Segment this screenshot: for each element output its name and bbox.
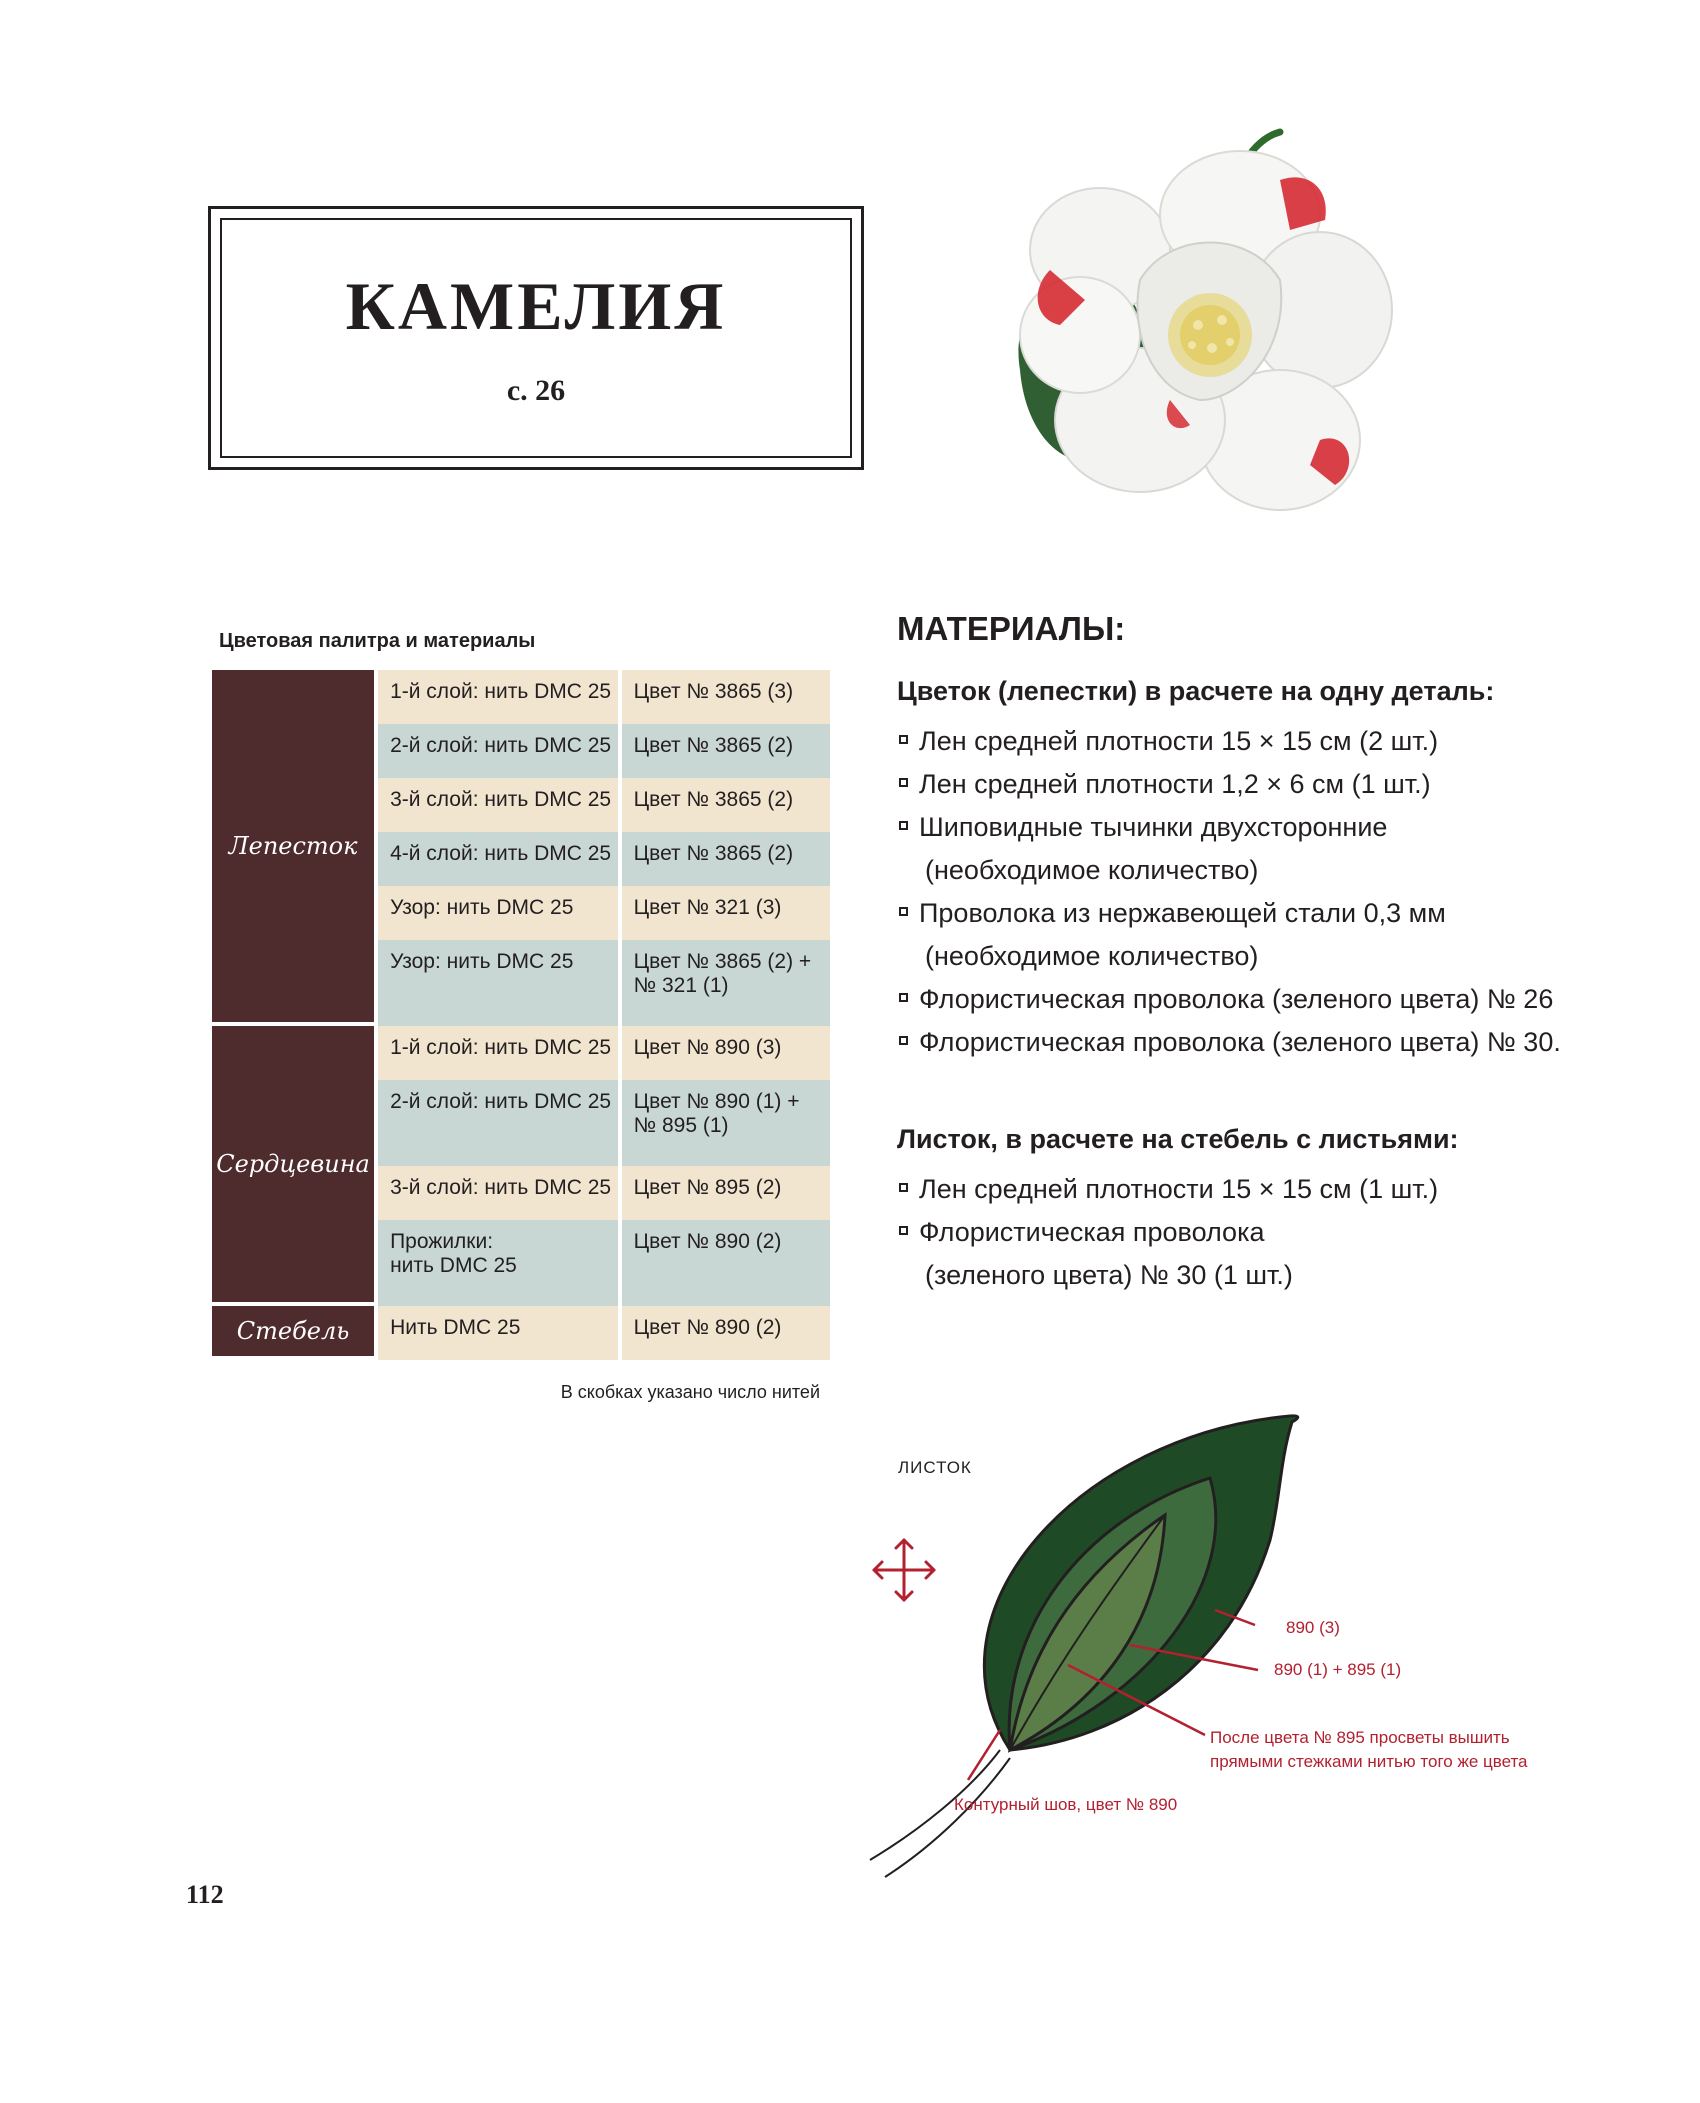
list-item: Лен средней плотности 15 × 15 см (2 шт.) xyxy=(897,720,1597,763)
color-line: Цвет № 3865 (2) + xyxy=(633,950,812,973)
color-cell xyxy=(622,1080,830,1166)
list-item: Шиповидные тычинки двухсторонние (необходимое количество) xyxy=(897,806,1597,892)
checkbox-square-icon xyxy=(899,993,908,1002)
title-box xyxy=(208,206,864,470)
material-cell: 3-й слой: нить DMC 25 xyxy=(378,778,622,832)
checkbox-square-icon xyxy=(899,1226,908,1235)
color-line: № 895 (1) xyxy=(633,1114,729,1137)
annotation-middle-layer: 890 (1) + 895 (1) xyxy=(1274,1660,1402,1679)
move-arrows-icon xyxy=(869,1535,939,1605)
page-title: КАМЕЛИЯ xyxy=(345,268,727,344)
color-cell: Цвет № 890 (2) xyxy=(622,1220,830,1306)
flower-materials-list xyxy=(897,720,1597,1064)
annotation-outline-stitch: Контурный шов, цвет № 890 xyxy=(954,1795,1178,1814)
material-line: нить DMC 25 xyxy=(390,1254,517,1277)
material-cell: 1-й слой: нить DMC 25 xyxy=(378,1026,622,1080)
checkbox-square-icon xyxy=(899,778,908,787)
materials-title: МАТЕРИАЛЫ: xyxy=(897,610,1126,647)
leaf-diagram xyxy=(860,1400,1680,1900)
color-cell: Цвет № 3865 (2) xyxy=(622,832,830,886)
category-stem: Стебель xyxy=(212,1306,378,1360)
material-cell: 2-й слой: нить DMC 25 xyxy=(378,724,622,778)
leaf-diagram-label: ЛИСТОК xyxy=(898,1458,972,1477)
leaf-materials-heading: Листок, в расчете на стебель с листьями: xyxy=(897,1124,1459,1154)
color-cell xyxy=(622,940,830,1026)
table-row xyxy=(212,1026,830,1080)
checkbox-square-icon xyxy=(899,821,908,830)
color-cell: Цвет № 3865 (2) xyxy=(622,724,830,778)
color-cell: Цвет № 321 (3) xyxy=(622,886,830,940)
checkbox-square-icon xyxy=(899,1036,908,1045)
color-cell: Цвет № 3865 (2) xyxy=(622,778,830,832)
list-item: Лен средней плотности 15 × 15 см (1 шт.) xyxy=(897,1168,1597,1211)
annotation-outer-layer: 890 (3) xyxy=(1286,1618,1340,1637)
page-reference: с. 26 xyxy=(506,374,566,407)
checkbox-square-icon xyxy=(899,1183,908,1192)
list-item: Флористическая проволока (зеленого цвета) № 26 xyxy=(897,978,1597,1021)
color-cell: Цвет № 890 (2) xyxy=(622,1306,830,1360)
leaf-materials-list xyxy=(897,1168,1597,1297)
list-item: Лен средней плотности 1,2 × 6 см (1 шт.) xyxy=(897,763,1597,806)
material-cell: 1-й слой: нить DMC 25 xyxy=(378,670,622,724)
material-line: Прожилки: xyxy=(390,1230,494,1253)
color-line: Цвет № 890 (1) + xyxy=(633,1090,800,1113)
color-cell: Цвет № 895 (2) xyxy=(622,1166,830,1220)
color-cell: Цвет № 890 (3) xyxy=(622,1026,830,1080)
palette-caption: Цветовая палитра и материалы xyxy=(219,630,536,652)
checkbox-square-icon xyxy=(899,907,908,916)
material-cell: Узор: нить DMC 25 xyxy=(378,886,622,940)
category-petal: Лепесток xyxy=(212,670,378,1026)
page-number: 112 xyxy=(186,1880,224,1909)
palette-table xyxy=(212,670,830,1360)
list-item: Проволока из нержавеющей стали 0,3 мм (необходимое количество) xyxy=(897,892,1597,978)
camellia-photo xyxy=(990,120,1430,560)
category-core: Сердцевина xyxy=(212,1026,378,1306)
color-cell: Цвет № 3865 (3) xyxy=(622,670,830,724)
material-cell: 3-й слой: нить DMC 25 xyxy=(378,1166,622,1220)
annotation-veins-line2: прямыми стежками нитью того же цвета xyxy=(1210,1752,1528,1771)
material-cell: Узор: нить DMC 25 xyxy=(378,940,622,1026)
flower-materials-heading: Цветок (лепестки) в расчете на одну деталь: xyxy=(897,676,1495,706)
material-cell xyxy=(378,1220,622,1306)
material-cell: 2-й слой: нить DMC 25 xyxy=(378,1080,622,1166)
table-row xyxy=(212,1306,830,1360)
material-cell: Нить DMC 25 xyxy=(378,1306,622,1360)
checkbox-square-icon xyxy=(899,735,908,744)
color-line: № 321 (1) xyxy=(633,974,729,997)
annotation-veins-line1: После цвета № 895 просветы вышить xyxy=(1210,1728,1510,1747)
material-cell: 4-й слой: нить DMC 25 xyxy=(378,832,622,886)
list-item: Флористическая проволока (зеленого цвета) № 30 (1 шт.) xyxy=(897,1211,1597,1297)
table-row xyxy=(212,670,830,724)
list-item: Флористическая проволока (зеленого цвета) № 30. xyxy=(897,1021,1597,1064)
palette-note: В скобках указано число нитей xyxy=(560,1382,820,1402)
